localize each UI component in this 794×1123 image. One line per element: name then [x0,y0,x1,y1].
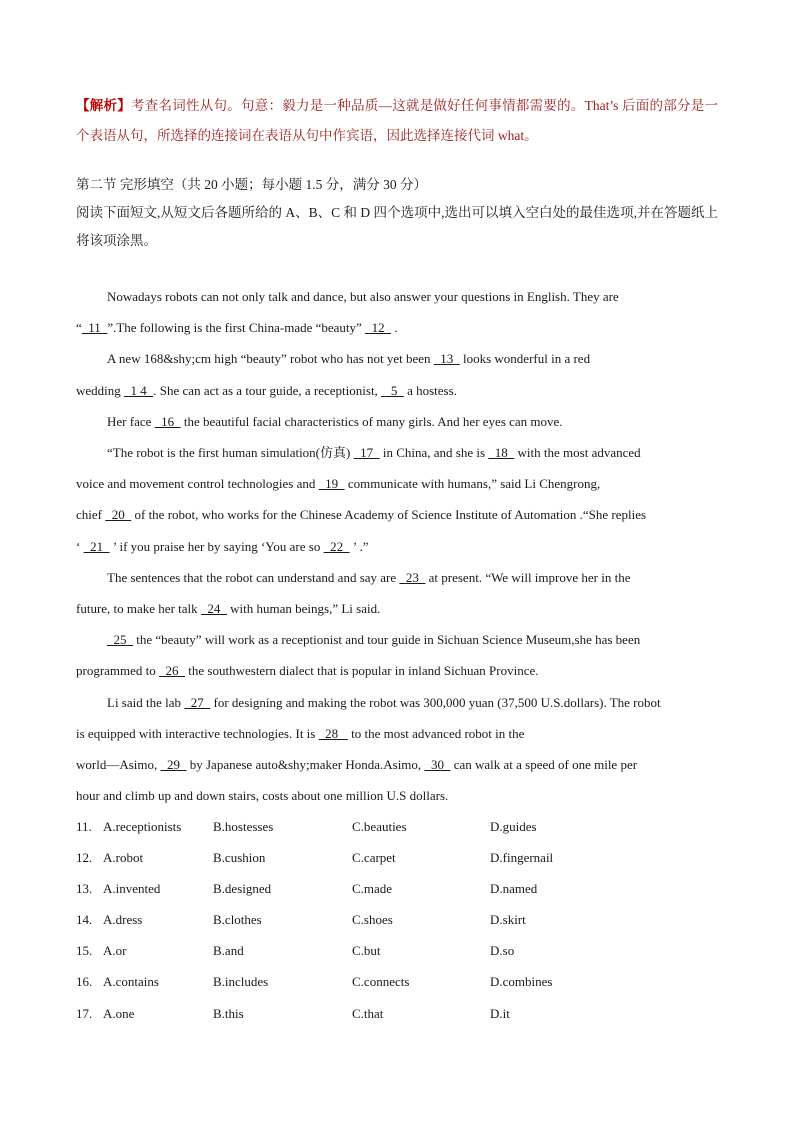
passage-line [76,749,718,780]
passage-line [76,406,718,437]
section-header [76,171,718,255]
option-row-16 [76,966,718,997]
blank-22: 22 [323,538,350,554]
passage-line [76,375,718,406]
passage-text: hour and climb up and down stairs, costs about one million U.S dollars. [76,788,449,804]
passage-text: the beautiful facial characteristics of many girls. And her eyes can move. [183,413,563,429]
option-b: B.cushion [213,850,266,866]
passage-line [76,780,718,811]
passage-text: at present. “We will improve her in the [428,569,631,585]
passage-text: the southwestern dialect that is popular in inland Sichuan Province. [188,663,539,679]
question-number: 13. [76,881,93,897]
blank-13: 13 [433,351,460,367]
blank-14: 1 4 [124,382,154,398]
option-a: A.dress [103,912,143,928]
passage-text: chief [76,507,102,523]
blank-16: 16 [154,413,181,429]
passage-text: is equipped with interactive technologies. It is [76,725,316,741]
passage-text: ’ .” [352,538,369,554]
passage-line [76,687,718,718]
passage-line [76,281,718,312]
blank-18: 18 [488,445,515,461]
section-instructions: 阅读下面短文,从短文后各题所给的 A、B、C 和 D 四个选项中,选出可以填入空白处的最佳选项,并在答题纸上将该项涂黑。 [76,205,718,248]
passage-text: ”.The following is the first China-made “beauty” [107,320,362,336]
option-c: C.shoes [352,912,393,928]
passage-text: Her face [107,413,152,429]
passage-text: by Japanese auto&shy;maker Honda.Asimo, [189,757,422,773]
passage-line [76,437,718,468]
option-b: B.hostesses [213,819,274,834]
passage-line [76,624,718,655]
blank-17: 17 [353,445,380,461]
passage-text: for designing and making the robot was 300,000 yuan (37,500 U.S.dollars). The robot [213,694,661,710]
option-b: B.clothes [213,912,262,928]
option-a: A.one [103,1005,135,1021]
question-number: 14. [76,912,93,928]
blank-11: 11 [81,320,108,336]
blank-30: 30 [424,757,451,773]
blank-25: 25 [107,632,133,648]
option-d: D.skirt [490,912,526,928]
passage-text: . [394,320,398,336]
passage-text: ‘ [76,538,81,554]
question-number: 11. [76,819,92,834]
passage-line [76,468,718,499]
blank-23: 23 [399,569,426,585]
passage-text: “ [76,320,82,336]
passage-text: world—Asimo, [76,757,158,773]
passage-text: “The robot is the first human simulation(仿真) [107,445,351,461]
question-number: 17. [76,1005,93,1021]
option-d: D.fingernail [490,850,554,866]
blank-15: 5 [381,382,404,398]
passage-text: voice and movement control technologies and [76,476,316,492]
passage-text: Nowadays robots can not only talk and dance, but also answer your questions in English. They are [107,289,619,304]
option-row-17 [76,998,718,1029]
option-d: D.it [490,1005,510,1021]
blank-12: 12 [365,320,392,336]
passage-text: ’ if you praise her by saying ‘You are so [112,538,321,554]
option-c: C.connects [352,974,410,990]
answer-options [76,811,718,1029]
option-row-13 [76,873,718,904]
passage-text: with the most advanced [517,445,641,461]
passage-text: A new 168&shy;cm high “beauty” robot who has not yet been [107,351,431,367]
passage-text: communicate with humans,” said Li Chengrong, [347,476,601,492]
option-c: C.made [352,881,393,897]
option-b: B.includes [213,974,269,990]
passage-text: The sentences that the robot can understand and say are [107,569,397,585]
blank-29: 29 [160,757,187,773]
blank-20: 20 [105,507,132,523]
option-row-11 [76,811,718,842]
question-number: 15. [76,943,93,959]
option-a: A.robot [103,850,144,866]
cloze-passage [76,281,718,811]
passage-text: looks wonderful in a red [463,351,591,367]
option-b: B.this [213,1005,244,1021]
question-number: 16. [76,974,93,990]
option-b: B.designed [213,881,272,897]
option-row-12 [76,842,718,873]
option-d: D.so [490,943,515,959]
option-d: D.named [490,881,538,897]
passage-text: future, to make her talk [76,601,198,617]
passage-text: Li said the lab [107,694,182,710]
passage-text: of the robot, who works for the Chinese Academy of Science Institute of Automation .“She replies [134,507,647,523]
passage-line [76,343,718,374]
passage-text: to the most advanced robot in the [351,725,525,741]
blank-24: 24 [200,601,227,617]
analysis-label: 【解析】 [76,98,131,113]
analysis-paragraph [76,91,718,151]
question-number: 12. [76,850,93,866]
passage-text: . She can act as a tour guide, a receptionist, [153,382,378,398]
option-a: A.contains [103,974,159,990]
blank-26: 26 [159,663,186,679]
section-heading: 第二节 完形填空（共 20 小题；每小题 1.5 分，满分 30 分） [76,177,427,192]
blank-21: 21 [83,538,110,554]
option-c: C.carpet [352,850,396,866]
passage-text: a hostess. [407,382,457,398]
blank-28: 28 [318,725,348,741]
passage-line [76,531,718,562]
option-row-14 [76,904,718,935]
passage-text: in China, and she is [382,445,486,461]
option-a: A.invented [103,881,161,897]
passage-text: programmed to [76,663,156,679]
passage-text: the “beauty” will work as a receptionist and tour guide in Sichuan Science Museum,she has been [136,632,641,648]
passage-line [76,562,718,593]
option-a: A.or [103,943,127,959]
option-a: A.receptionists [103,819,182,834]
option-c: C.that [352,1005,384,1021]
option-b: B.and [213,943,244,959]
option-d: D.guides [490,819,537,834]
passage-text: with human beings,” Li said. [230,601,381,617]
passage-line [76,593,718,624]
blank-27: 27 [184,694,211,710]
option-c: C.but [352,943,381,959]
passage-line [76,499,718,530]
blank-19: 19 [318,476,345,492]
option-row-15 [76,935,718,966]
passage-text: can walk at a speed of one mile per [453,757,638,773]
passage-line [76,718,718,749]
passage-line [76,312,718,343]
option-c: C.beauties [352,819,407,834]
passage-line [76,655,718,686]
option-d: D.combines [490,974,553,990]
analysis-text: 考查名词性从句。句意：毅力是一种品质—这就是做好任何事情都需要的。That’s 后面的部分是一个表语从句，所选择的连接词在表语从句中作宾语，因此选择连接代词 what。 [76,98,719,143]
passage-text: wedding [76,382,121,398]
